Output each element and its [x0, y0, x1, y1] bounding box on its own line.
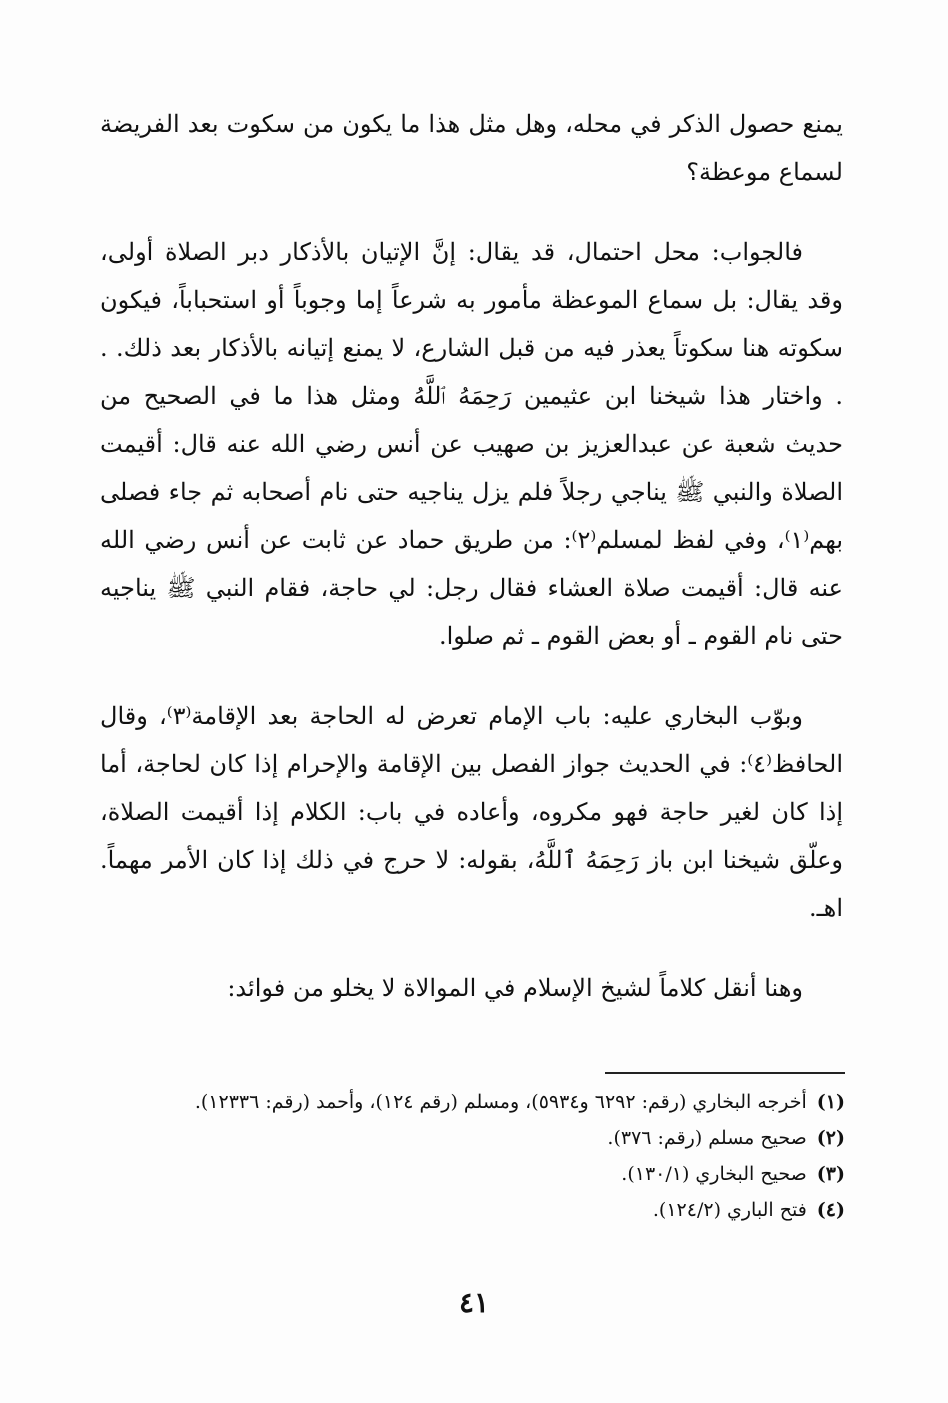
footnote-number: (٢): [816, 1127, 845, 1149]
footnote-text: صحيح البخاري (١٣٠/١).: [621, 1163, 807, 1185]
footnote-item: [100, 1158, 845, 1190]
paragraph-continuation: يمنع حصول الذكر في محله، وهل مثل هذا ما يكون من سكوت بعد الفريضة لسماع موعظة؟: [100, 110, 843, 186]
page-number: ٤١: [458, 1286, 490, 1319]
footnote-number: (٤): [816, 1199, 845, 1221]
footnote-text: أخرجه البخاري (رقم: ٦٢٩٢ و٥٩٣٤)، ومسلم (رقم ١٢٤)، وأحمد (رقم: ١٢٣٣٦).: [194, 1091, 807, 1113]
footnote-text: صحيح مسلم (رقم: ٣٧٦).: [607, 1127, 807, 1149]
footnote-text: فتح الباري (١٢٤/٢).: [652, 1199, 807, 1221]
footnote-separator: [605, 1072, 845, 1074]
footnotes: [100, 1086, 845, 1230]
paragraph-answer: فالجواب: محل احتمال، قد يقال: إنَّ الإتيان بالأذكار دبر الصلاة أولى، وقد يقال: بل سماع الموعظة مأمور به شرعاً إما وجوباً أو استحباباً، فيكون سكوته هنا سكوتاً يعذر فيه من قبل الشارع، لا يمنع إتيانه بالأذكار بعد ذلك. . . واختار هذا شيخنا ابن عثيمين رَحِمَهُ ٱللَّهُ ومثل هذا ما في الصحيح من حديث شعبة عن عبدالعزيز بن صهيب عن أنس رضي الله عنه قال: أقيمت الصلاة والنبي ﷺ يناجي رجلاً فلم يزل يناجيه حتى نام أصحابه ثم جاء فصلى بهم⁽١⁾، وفي لفظ لمسلم⁽٢⁾: من طريق حماد عن ثابت عن أنس رضي الله عنه قال: أقيمت صلاة العشاء فقال رجل: لي حاجة، فقام النبي ﷺ يناجيه حتى نام القوم ـ أو بعض القوم ـ ثم صلوا.: [100, 238, 843, 650]
footnote-item: [100, 1086, 845, 1118]
paragraph-ibn-taymiyyah-intro: وهنا أنقل كلاماً لشيخ الإسلام في الموالاة لا يخلو من فوائد:: [227, 974, 803, 1002]
footnote-number: (١): [816, 1091, 845, 1113]
main-text-block: [100, 100, 843, 1044]
footnote-number: (٣): [816, 1163, 845, 1185]
footnote-item: [100, 1122, 845, 1154]
footnote-item: [100, 1194, 845, 1226]
paragraph-bukhari-chapter: وبوّب البخاري عليه: باب الإمام تعرض له الحاجة بعد الإقامة⁽٣⁾، وقال الحافظ⁽٤⁾: في الحديث جواز الفصل بين الإقامة والإحرام إذا كان لحاجة، أما إذا كان لغير حاجة فهو مكروه، وأعاده في باب: الكلام إذا أقيمت الصلاة، وعلّق شيخنا ابن باز رَحِمَهُ ٱللَّهُ، بقوله: لا حرج في ذلك إذا كان الأمر مهماً. اهـ.: [100, 702, 843, 922]
